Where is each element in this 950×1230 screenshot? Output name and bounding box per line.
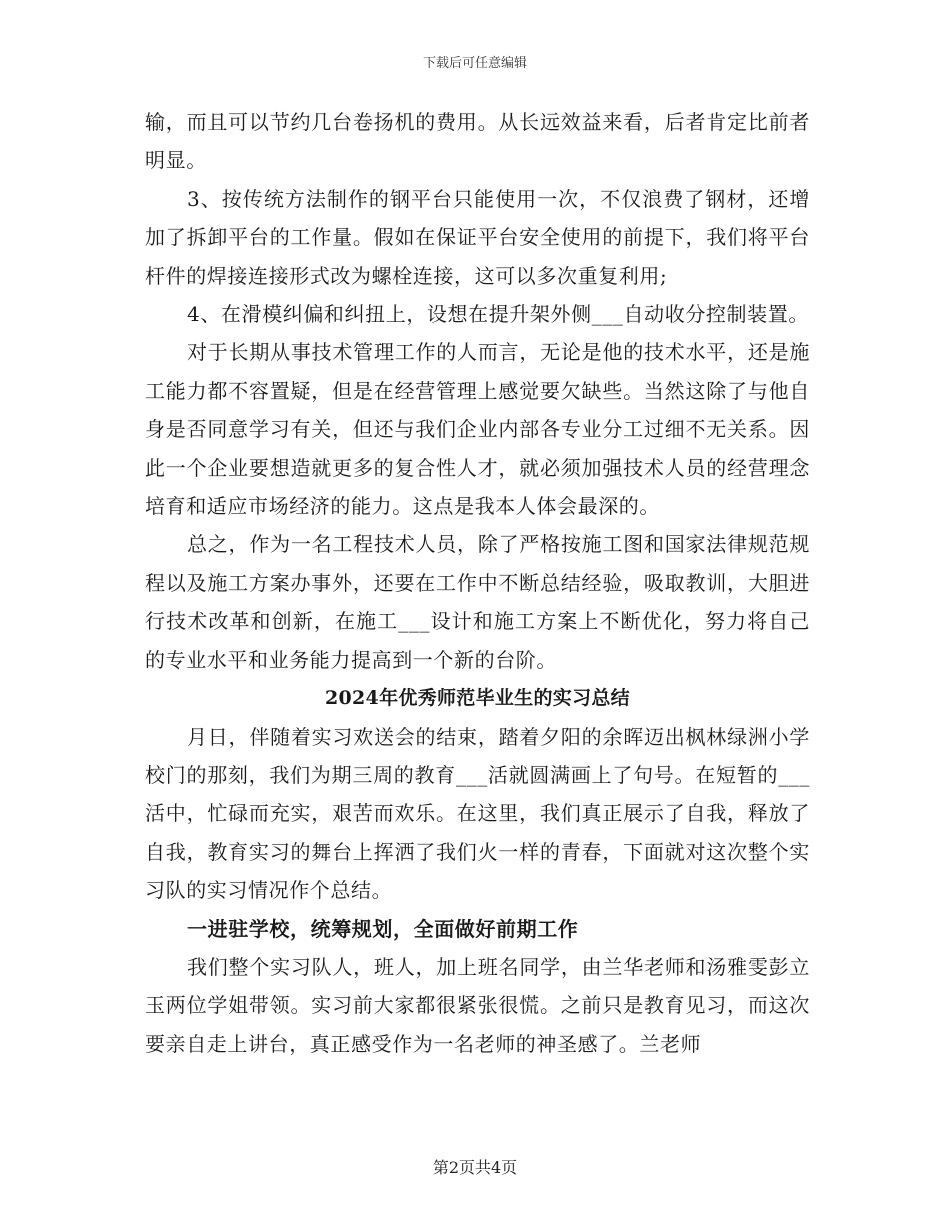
paragraph-4: 对于长期从事技术管理工作的人而言，无论是他的技术水平，还是施工能力都不容置疑，但是在经营管理上感觉要欠缺些。当然这除了与他自身是否同意学习有关，但还与我们企业内部各专业分工过细不无关系。因此一个企业要想造就更多的复合性人才，就必须加强技术人员的经营理念培育和适应市场经济的能力。这点是我本人体会最深的。 bbox=[145, 340, 810, 519]
paragraph-5: 总之，作为一名工程技术人员，除了严格按施工图和国家法律规范规程以及施工方案办事外，还要在工作中不断总结经验，吸取教训，大胆进行技术改革和创新，在施工___设计和施工方案上不断优化，努力将自己的专业水平和业务能力提高到一个新的台阶。 bbox=[145, 532, 810, 672]
section-title: 2024年优秀师范毕业生的实习总结 bbox=[325, 687, 630, 710]
paragraph-1: 输，而且可以节约几台卷扬机的费用。从长远效益来看，后者肯定比前者明显。 bbox=[145, 110, 810, 173]
paragraph-7: 我们整个实习队人，班人，加上班名同学，由兰华老师和汤雅雯彭立玉两位学姐带领。实习前大家都很紧张很慌。之前只是教育见习，而这次要亲自走上讲台，真正感受作为一名老师的神圣感了。兰老师 bbox=[145, 954, 810, 1056]
page-header: 下载后可任意编辑 bbox=[422, 56, 527, 71]
paragraph-6: 月日，伴随着实习欢送会的结束，踏着夕阳的余晖迈出枫林绿洲小学校门的那刻，我们为期三周的教育___活就圆满画上了句号。在短暂的___活中，忙碌而充实，艰苦而欢乐。在这里，我们真正展示了自我，释放了自我，教育实习的舞台上挥洒了我们火一样的青春，下面就对这次整个实习队的实习情况作个总结。 bbox=[145, 724, 810, 903]
section-subheading: 一进驻学校，统筹规划，全面做好前期工作 bbox=[187, 916, 579, 941]
document-body bbox=[145, 103, 810, 1063]
page-footer: 第2页共4页 bbox=[432, 1158, 518, 1177]
paragraph-3: 4、在滑模纠偏和纠扭上，设想在提升架外侧___自动收分控制装置。 bbox=[187, 302, 809, 327]
paragraph-2: 3、按传统方法制作的钢平台只能使用一次，不仅浪费了钢材，还增加了拆卸平台的工作量。假如在保证平台安全使用的前提下，我们将平台杆件的焊接连接形式改为螺栓连接，这可以多次重复利用; bbox=[145, 186, 810, 288]
